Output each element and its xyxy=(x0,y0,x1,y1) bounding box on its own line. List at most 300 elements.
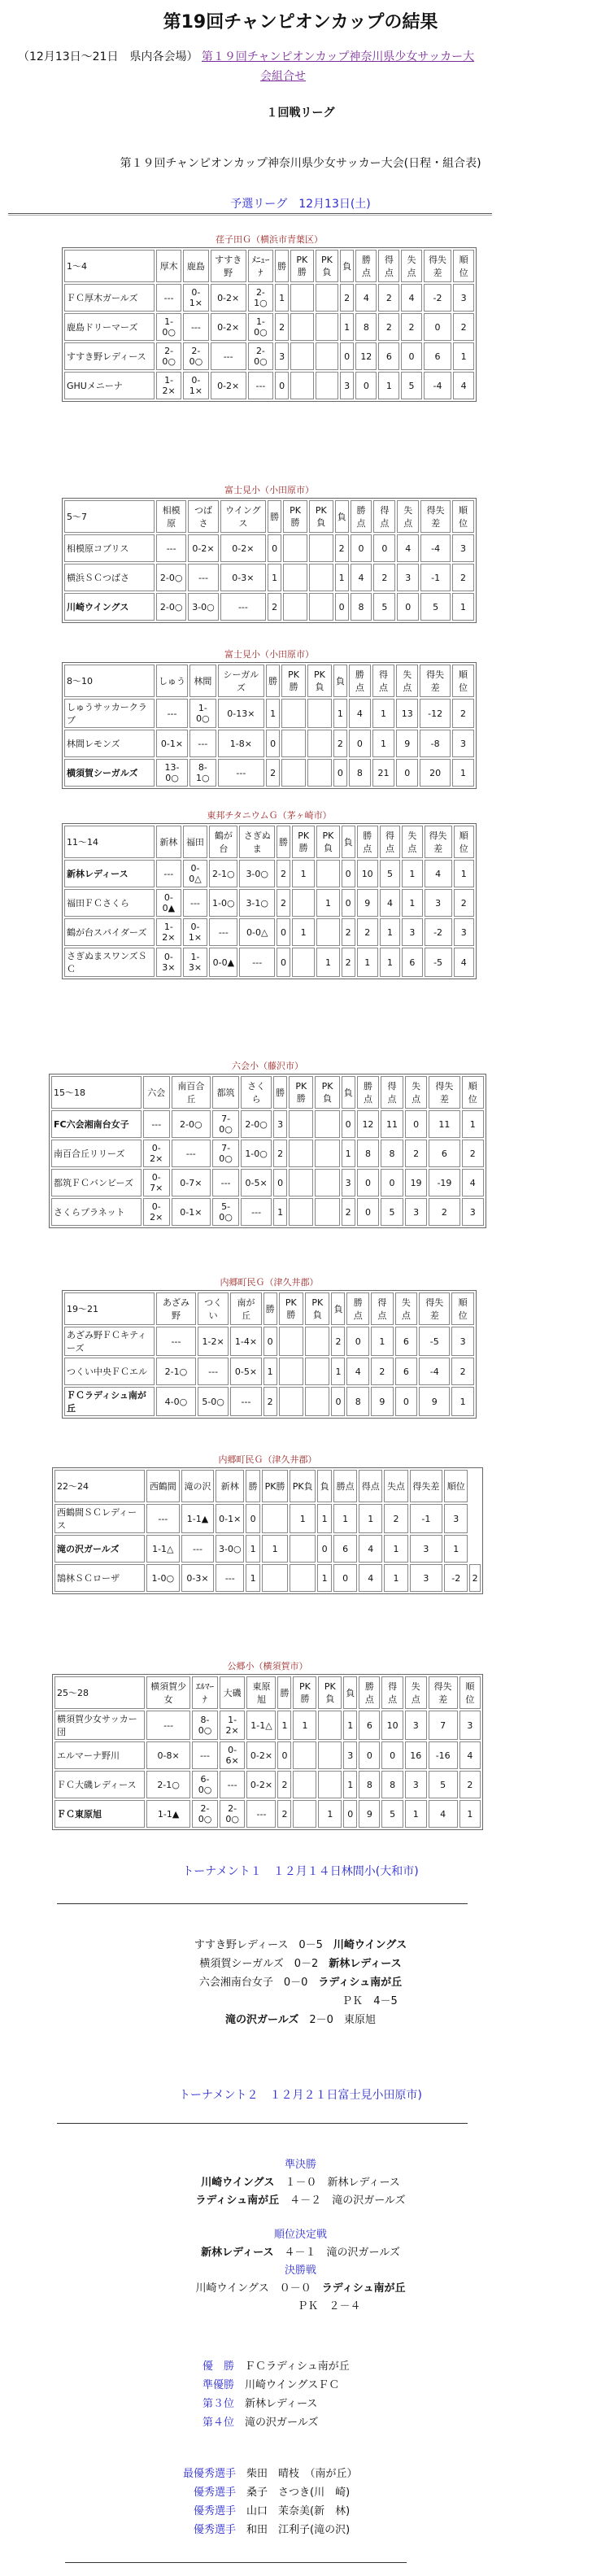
player-award-row: 優秀選手 和田 江利子(滝の沢) xyxy=(193,2524,351,2536)
table-cell: 12 xyxy=(355,342,377,370)
header-cell: 負 xyxy=(342,1076,355,1109)
table-cell: 2 xyxy=(429,1198,459,1226)
header-cell: 大磯 xyxy=(220,1676,246,1709)
header-cell: 得点 xyxy=(359,1470,382,1502)
table-cell: 0 xyxy=(401,342,422,370)
header-cell: PK負 xyxy=(315,1076,339,1109)
table-cell: 1 xyxy=(372,730,394,757)
table-row xyxy=(64,284,474,312)
group-table xyxy=(62,498,477,623)
table-cell: 0 xyxy=(335,593,349,621)
table-cell: 2 xyxy=(462,1140,484,1167)
table-cell: 0 xyxy=(343,1800,357,1828)
table-cell: 1 xyxy=(317,1564,332,1592)
header-cell: PK勝 xyxy=(281,665,306,697)
header-cell: 得失差 xyxy=(410,1470,443,1502)
table-cell: 5-0○ xyxy=(198,1387,229,1416)
table-cell: -4 xyxy=(424,372,451,399)
table-cell: 3 xyxy=(342,1169,355,1196)
table-cell: 0-5× xyxy=(230,1358,261,1385)
table-cell: 1 xyxy=(459,1800,481,1828)
header-cell: あざみ野 xyxy=(156,1292,196,1325)
table-cell: 2 xyxy=(333,730,347,757)
match-result: 六会湘南台女子 0－0 ラディシュ南が丘 xyxy=(198,1977,403,1989)
table-cell: 0 xyxy=(373,534,395,562)
team-name: さくらプラネット xyxy=(51,1198,142,1226)
table-cell: 0 xyxy=(397,593,419,621)
header-cell: 失点 xyxy=(384,1470,407,1502)
table-cell: -12 xyxy=(420,699,451,728)
table-cell: -5 xyxy=(419,1327,450,1356)
header-cell: PK勝 xyxy=(290,250,314,282)
header-cell: しゅう xyxy=(156,665,188,697)
table-cell: 1 xyxy=(380,948,400,977)
table-row xyxy=(64,918,474,946)
table-row xyxy=(51,1198,484,1226)
header-cell: 勝点 xyxy=(333,1470,357,1502)
table-cell: 2-0○ xyxy=(172,1110,211,1138)
team-name: 鹿島ドリーマーズ xyxy=(64,313,155,341)
group-label: 内郷町民Ｇ（津久井郡） xyxy=(220,1277,319,1288)
table-cell: 9 xyxy=(419,1387,450,1416)
tournament1-title: トーナメント１ １２月１４日林間小(大和市) xyxy=(182,1865,419,1878)
table-cell: 6 xyxy=(395,1327,418,1356)
header-cell: 西鶴間 xyxy=(146,1470,180,1502)
header-cell: 負 xyxy=(343,1676,357,1709)
table-cell xyxy=(305,1327,329,1356)
table-cell: 3 xyxy=(340,372,354,399)
team-name: さぎぬまスワンズＳＣ xyxy=(64,948,155,977)
table-cell: 0 xyxy=(263,1327,277,1356)
table-cell: -19 xyxy=(429,1169,459,1196)
header-cell: ﾒﾆｭｰﾅ xyxy=(248,250,273,282)
team-name: つくい中央ＦＣエル xyxy=(64,1358,155,1385)
team-name: 福田ＦＣさくら xyxy=(64,889,155,917)
table-cell: 5 xyxy=(373,593,395,621)
table-cell: 0 xyxy=(359,1741,380,1769)
table-row xyxy=(54,1504,481,1533)
meta-title: 第１９回チャンピオンカップ神奈川県少女サッカー大会(日程・組合表) xyxy=(120,157,481,170)
header-cell: さぎぬま xyxy=(239,826,275,858)
table-cell xyxy=(290,284,314,312)
table-cell: 0 xyxy=(381,1741,403,1769)
table-cell: 8-0○ xyxy=(192,1711,218,1740)
table-cell: 11 xyxy=(429,1110,459,1138)
table-cell: 3 xyxy=(444,1504,468,1533)
semi-2: ラディシュ南が丘 ４－２ 滝の沢ガールズ xyxy=(195,2195,406,2207)
table-cell xyxy=(307,730,332,757)
table-cell xyxy=(292,889,315,917)
table-cell: 1 xyxy=(343,1711,357,1740)
header-cell: 勝 xyxy=(263,1292,277,1325)
table-cell: 5 xyxy=(381,1800,403,1828)
table-cell xyxy=(279,1327,303,1356)
team-name: 鵠林ＳＣローザ xyxy=(54,1564,145,1592)
table-cell xyxy=(283,534,307,562)
table-cell: -16 xyxy=(429,1741,458,1769)
table-cell: 0-0▲ xyxy=(209,948,237,977)
table-cell: 2 xyxy=(451,1358,474,1385)
table-cell xyxy=(293,1741,316,1769)
table-cell: 2-0○ xyxy=(156,342,181,370)
table-cell: 1 xyxy=(317,1504,332,1533)
table-row xyxy=(64,759,474,787)
header-cell: 南が丘 xyxy=(230,1292,261,1325)
table-cell: 3 xyxy=(459,1711,481,1740)
table-cell: 6 xyxy=(429,1140,459,1167)
table-cell: 13-0○ xyxy=(156,759,188,787)
table-row xyxy=(64,372,474,399)
table-cell: 4 xyxy=(401,284,422,312)
table-cell: 9 xyxy=(357,889,378,917)
table-row xyxy=(54,1711,481,1740)
table-cell: 0 xyxy=(396,759,418,787)
table-cell xyxy=(315,1110,339,1138)
table-cell: 2 xyxy=(266,759,280,787)
table-cell xyxy=(290,1535,316,1563)
table-cell xyxy=(281,699,306,728)
team-name: すすき野レディース xyxy=(64,342,155,370)
header-cell: 六会 xyxy=(143,1076,170,1109)
table-cell: 4-0○ xyxy=(156,1387,196,1416)
header-cell: 得点 xyxy=(378,250,399,282)
table-cell: 5-0○ xyxy=(212,1198,239,1226)
table-cell: 1-8× xyxy=(218,730,265,757)
header-cell: 負 xyxy=(340,250,354,282)
table-cell: 19 xyxy=(405,1169,428,1196)
table-cell: 3 xyxy=(462,1198,484,1226)
table-cell xyxy=(262,1504,288,1533)
table-cell: 2 xyxy=(454,889,475,917)
table-cell: 0 xyxy=(405,1110,428,1138)
table-cell: 0 xyxy=(266,730,280,757)
header-cell: 8～10 xyxy=(64,665,155,697)
table-cell: 0-2× xyxy=(211,313,246,341)
group-label: 富士見小（小田原市） xyxy=(224,649,314,660)
table-cell: --- xyxy=(230,1387,261,1416)
table-cell: 2-0○ xyxy=(220,1800,246,1828)
header-cell: 1～4 xyxy=(64,250,155,282)
table-cell: 2-0○ xyxy=(156,564,186,591)
table-cell: -2 xyxy=(424,284,451,312)
table-row xyxy=(64,534,474,562)
table-cell: --- xyxy=(241,1198,272,1226)
table-cell: 7-0○ xyxy=(212,1110,239,1138)
header-cell: PK勝 xyxy=(289,1076,313,1109)
table-cell: 1 xyxy=(384,1564,407,1592)
header-cell: 鹿島 xyxy=(183,250,208,282)
table-cell xyxy=(316,860,339,887)
table-cell xyxy=(315,1140,339,1167)
divider xyxy=(65,2562,407,2563)
final-match: 川崎ウイングス ０－０ ラディシュ南が丘 xyxy=(195,2282,406,2295)
table-cell: --- xyxy=(156,699,188,728)
table-cell: --- xyxy=(156,284,181,312)
table-cell: 0 xyxy=(424,313,451,341)
match-result: 横須賀シーガルズ 0－2 新林レディース xyxy=(199,1958,402,1970)
table-cell: 1 xyxy=(246,1564,260,1592)
header-cell: 順位 xyxy=(452,500,474,533)
table-header-row xyxy=(64,250,474,282)
header-cell: 新林 xyxy=(156,826,181,858)
table-cell: 2 xyxy=(331,1327,345,1356)
table-cell: 1 xyxy=(331,1358,345,1385)
table-cell: 1-0○ xyxy=(209,889,237,917)
table-cell xyxy=(316,284,339,312)
table-cell: --- xyxy=(156,860,181,887)
table-cell: -2 xyxy=(425,918,452,946)
table-cell: 2 xyxy=(275,313,289,341)
table-cell: 2 xyxy=(378,313,399,341)
table-cell: -2 xyxy=(444,1564,468,1592)
table-cell: 1 xyxy=(268,564,281,591)
table-cell xyxy=(289,1169,313,1196)
table-cell: 1 xyxy=(359,1504,382,1533)
table-cell: 1-1△ xyxy=(146,1535,180,1563)
table-cell: 3 xyxy=(405,1771,427,1798)
table-row xyxy=(54,1800,481,1828)
table-cell: 6 xyxy=(402,948,422,977)
header-cell: 失点 xyxy=(397,500,419,533)
table-header-row xyxy=(54,1470,481,1502)
table-cell xyxy=(281,759,306,787)
table-header-row xyxy=(64,826,474,858)
header-cell: 相模原 xyxy=(156,500,186,533)
table-cell: 4 xyxy=(355,284,377,312)
header-cell: 新林 xyxy=(216,1470,244,1502)
header-cell: つくい xyxy=(198,1292,229,1325)
table-cell: 1 xyxy=(246,1535,260,1563)
table-cell: 1 xyxy=(333,1504,357,1533)
table-cell xyxy=(283,564,307,591)
table-cell: 7 xyxy=(429,1711,458,1740)
table-cell xyxy=(292,948,315,977)
table-cell: -8 xyxy=(420,730,451,757)
table-cell xyxy=(290,372,314,399)
table-cell: 9 xyxy=(396,730,418,757)
table-cell: 3 xyxy=(273,1110,287,1138)
table-cell: 10 xyxy=(381,1711,403,1740)
table-cell: 1 xyxy=(275,284,289,312)
table-cell: 0 xyxy=(268,534,281,562)
header-cell: 負 xyxy=(342,826,355,858)
table-cell: 2 xyxy=(373,564,395,591)
table-header-row xyxy=(64,1292,474,1325)
table-cell: 2 xyxy=(453,313,474,341)
header-cell: 勝 xyxy=(266,665,280,697)
table-cell: 3 xyxy=(343,1741,357,1769)
header-cell: 勝 xyxy=(275,250,289,282)
header-cell: 得失差 xyxy=(419,1292,450,1325)
table-cell: 0 xyxy=(277,918,290,946)
table-cell: --- xyxy=(216,1564,244,1592)
match-result: すすき野レディース 0－5 川崎ウイングス xyxy=(194,1939,407,1951)
group-table xyxy=(52,1467,483,1594)
table-cell: 2-1○ xyxy=(209,860,237,887)
table-cell: 1 xyxy=(462,1110,484,1138)
table-cell xyxy=(279,1387,303,1416)
team-name: GHUメニーナ xyxy=(64,372,155,399)
table-cell: 9 xyxy=(359,1800,380,1828)
table-cell: 0-6× xyxy=(220,1741,246,1769)
table-cell: 0 xyxy=(381,1169,403,1196)
table-cell: 8 xyxy=(381,1140,403,1167)
table-cell xyxy=(305,1358,329,1385)
group-table xyxy=(62,823,477,979)
match-result: 滝の沢ガールズ 2－0 東原旭 xyxy=(225,2014,376,2026)
table-cell: 2 xyxy=(277,860,290,887)
table-cell: 0-2× xyxy=(143,1140,170,1167)
table-cell: 1 xyxy=(262,1535,288,1563)
header-cell: 勝 xyxy=(268,500,281,533)
table-cell: 1 xyxy=(293,1711,316,1740)
third-place-match: 新林レディース ４－１ 滝の沢ガールズ xyxy=(201,2247,400,2259)
table-cell: --- xyxy=(192,1741,218,1769)
table-cell: 0-0△ xyxy=(183,860,208,887)
team-name: 南百合丘リリーズ xyxy=(51,1140,142,1167)
table-row xyxy=(54,1564,481,1592)
table-cell: 3-0○ xyxy=(188,593,218,621)
header-cell: 勝点 xyxy=(357,826,378,858)
table-cell: 3 xyxy=(451,1327,474,1356)
table-cell: 1-1△ xyxy=(246,1711,276,1740)
table-row xyxy=(64,1387,474,1416)
table-cell: 3 xyxy=(397,564,419,591)
header-cell: PK負 xyxy=(309,500,333,533)
divider xyxy=(8,213,492,216)
table-cell: 0 xyxy=(333,759,347,787)
table-cell: 0 xyxy=(342,1110,355,1138)
table-cell: 6 xyxy=(359,1711,380,1740)
table-cell xyxy=(279,1358,303,1385)
header-cell: PK負 xyxy=(290,1470,316,1502)
table-cell: 1 xyxy=(453,342,474,370)
table-cell: 2 xyxy=(452,564,474,591)
table-cell: 8 xyxy=(346,1387,369,1416)
header-cell: 勝点 xyxy=(349,665,371,697)
third-title: 順位決定戦 xyxy=(273,2229,327,2241)
table-cell: 4 xyxy=(359,1564,382,1592)
table-cell: --- xyxy=(209,918,237,946)
table-cell: --- xyxy=(218,759,265,787)
table-cell xyxy=(315,1169,339,1196)
header-cell: PK勝 xyxy=(283,500,307,533)
table-cell: 4 xyxy=(346,1358,369,1385)
combination-link[interactable]: 第１９回チャンピオンカップ神奈川県少女サッカー大 会組合せ xyxy=(201,50,475,83)
table-row xyxy=(64,948,474,977)
table-row xyxy=(64,342,474,370)
table-cell: 2 xyxy=(469,1564,481,1592)
table-cell: 2 xyxy=(378,284,399,312)
header-cell: つばさ xyxy=(188,500,218,533)
table-cell: -5 xyxy=(425,948,452,977)
header-cell: 19～21 xyxy=(64,1292,155,1325)
header-cell: 南百合丘 xyxy=(172,1076,211,1109)
table-cell: 2 xyxy=(459,1771,481,1798)
table-cell: 2 xyxy=(273,1140,287,1167)
table-cell: --- xyxy=(183,313,208,341)
table-header-row xyxy=(64,500,474,533)
table-cell: 2-0○ xyxy=(241,1110,272,1138)
group-table xyxy=(62,247,477,402)
table-cell: 5 xyxy=(380,860,400,887)
header-cell: 15～18 xyxy=(51,1076,142,1109)
team-name: 横浜ＳＣつばさ xyxy=(64,564,155,591)
table-cell: 1-2× xyxy=(220,1711,246,1740)
header-cell: ウイングス xyxy=(220,500,266,533)
table-cell: 3 xyxy=(454,918,475,946)
header-cell: 東原旭 xyxy=(246,1676,276,1709)
table-cell: --- xyxy=(172,1140,211,1167)
table-cell: --- xyxy=(146,1504,180,1533)
table-cell: 4 xyxy=(380,889,400,917)
table-cell: 1-0○ xyxy=(156,313,181,341)
table-cell: 3 xyxy=(410,1564,443,1592)
team-name: ＦＣ大磯レディース xyxy=(54,1771,145,1798)
table-cell: 4 xyxy=(351,564,372,591)
team-name: 林間レモンズ xyxy=(64,730,155,757)
table-cell: 1 xyxy=(402,860,422,887)
table-cell xyxy=(290,342,314,370)
table-cell: 1-2× xyxy=(198,1327,229,1356)
table-cell: 0-13× xyxy=(218,699,265,728)
standing-row: 準優勝 川崎ウイングスＦＣ xyxy=(202,2379,340,2391)
table-cell: 2 xyxy=(342,1198,355,1226)
header-cell: 負 xyxy=(317,1470,332,1502)
table-header-row xyxy=(54,1676,481,1709)
team-name: 西鶴間ＳＣレディース xyxy=(54,1504,145,1533)
table-row xyxy=(64,860,474,887)
table-cell: 0 xyxy=(342,889,355,917)
header-cell: 負 xyxy=(331,1292,345,1325)
header-cell: 得点 xyxy=(371,1292,394,1325)
table-cell: --- xyxy=(246,1800,276,1828)
header-cell: 得点 xyxy=(372,665,394,697)
table-cell: 0-1× xyxy=(183,372,208,399)
table-row xyxy=(64,593,474,621)
table-cell: 8 xyxy=(357,1140,380,1167)
table-cell xyxy=(289,1140,313,1167)
header-cell: 順位 xyxy=(459,1676,481,1709)
table-cell: 0-7× xyxy=(143,1169,170,1196)
table-cell: 0 xyxy=(357,1198,380,1226)
header-cell: 失点 xyxy=(405,1676,427,1709)
table-cell xyxy=(307,759,332,787)
table-cell xyxy=(283,593,307,621)
table-cell xyxy=(290,313,314,341)
header-cell: 11～14 xyxy=(64,826,155,858)
header-cell: PK負 xyxy=(305,1292,329,1325)
table-row xyxy=(51,1110,484,1138)
header-cell: 失点 xyxy=(401,250,422,282)
table-cell: 1-0○ xyxy=(189,699,216,728)
page-title: 第19回チャンピオンカップの結果 xyxy=(163,12,438,33)
table-cell: 0-5× xyxy=(241,1169,272,1196)
header-cell: 負 xyxy=(335,500,349,533)
header-cell: シーガルズ xyxy=(218,665,265,697)
table-cell xyxy=(293,1800,316,1828)
table-cell: 1 xyxy=(277,1711,291,1740)
player-award-row: 優秀選手 桑子 さつき(川 崎) xyxy=(193,2487,351,2499)
table-cell: 0-0▲ xyxy=(156,889,181,917)
table-cell: 2 xyxy=(277,889,290,917)
table-cell: -1 xyxy=(410,1504,443,1533)
table-cell: 2 xyxy=(342,918,355,946)
header-cell: 勝 xyxy=(246,1470,260,1502)
table-cell: 1 xyxy=(444,1535,468,1563)
table-cell: -4 xyxy=(419,1358,450,1385)
table-cell: 11 xyxy=(381,1110,403,1138)
